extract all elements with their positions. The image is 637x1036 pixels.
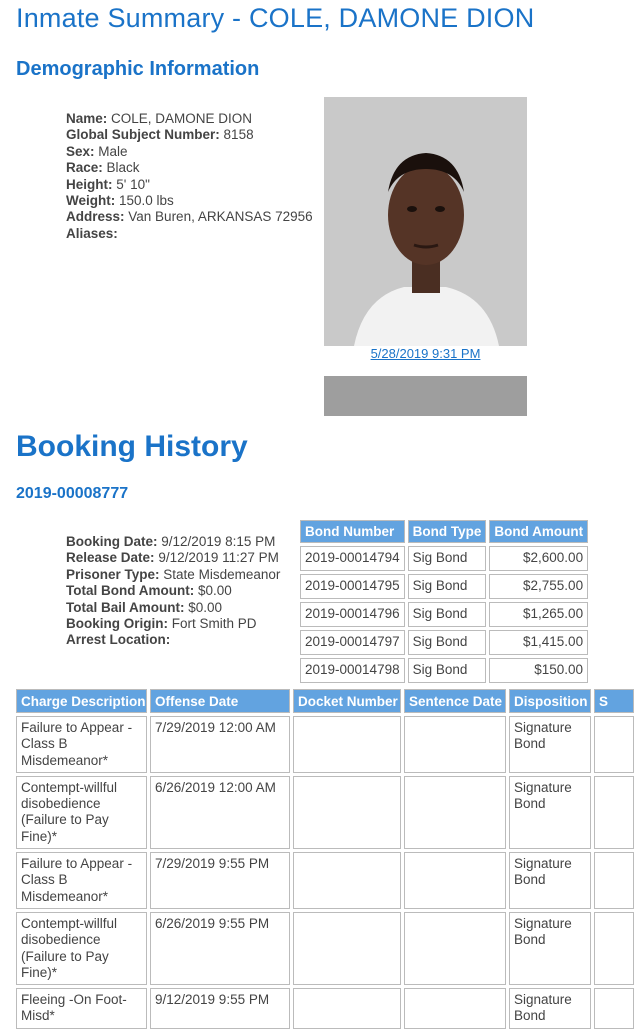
bond-number: 2019-00014796 bbox=[300, 602, 405, 627]
field-sex: Sex: Male bbox=[66, 143, 128, 159]
demographic-heading: Demographic Information bbox=[16, 58, 260, 80]
field-booking-origin: Booking Origin: Fort Smith PD bbox=[66, 616, 257, 632]
field-name: Name: COLE, DAMONE DION bbox=[66, 111, 253, 126]
bond-type: Sig Bond bbox=[408, 574, 487, 599]
field-total-bail-amount: Total Bail Amount: $0.00 bbox=[66, 599, 223, 615]
table-row bbox=[300, 630, 588, 655]
offense-date: 7/29/2019 9:55 PM bbox=[150, 852, 290, 909]
sentence-date bbox=[404, 776, 506, 849]
page-title: Inmate Summary - COLE, DAMONE DION bbox=[16, 3, 535, 33]
offense-date: 6/26/2019 12:00 AM bbox=[150, 776, 290, 849]
field-prisoner-type: Prisoner Type: State Misdemeanor bbox=[66, 566, 281, 582]
bond-type: Sig Bond bbox=[408, 630, 487, 655]
col-bond-number: Bond Number bbox=[300, 520, 405, 543]
bond-header-row bbox=[300, 520, 588, 543]
booking-info bbox=[66, 534, 280, 649]
bond-type: Sig Bond bbox=[408, 658, 487, 683]
table-row bbox=[300, 574, 588, 599]
secondary-photo[interactable] bbox=[324, 376, 527, 416]
bond-amount: $1,415.00 bbox=[489, 630, 588, 655]
bond-amount: $1,265.00 bbox=[489, 602, 588, 627]
charge-description: Contempt-willful disobedience (Failure to Pay Fine)* bbox=[16, 912, 147, 985]
bond-number: 2019-00014797 bbox=[300, 630, 405, 655]
table-row bbox=[16, 912, 634, 985]
col-charge-description: Charge Description bbox=[16, 689, 147, 713]
col-disposition: Disposition bbox=[509, 689, 591, 713]
col-offense-date: Offense Date bbox=[150, 689, 290, 713]
bond-number: 2019-00014798 bbox=[300, 658, 405, 683]
col-bond-amount: Bond Amount bbox=[489, 520, 588, 543]
bond-number: 2019-00014795 bbox=[300, 574, 405, 599]
bond-amount: $2,600.00 bbox=[489, 546, 588, 571]
bond-amount: $150.00 bbox=[489, 658, 588, 683]
bond-number: 2019-00014794 bbox=[300, 546, 405, 571]
disposition: Signature Bond bbox=[509, 988, 591, 1029]
charges-header-row bbox=[16, 689, 634, 713]
table-row bbox=[16, 776, 634, 849]
disposition: Signature Bond bbox=[509, 716, 591, 773]
charge-description: Fleeing -On Foot-Misd* bbox=[16, 988, 147, 1029]
docket-number bbox=[293, 852, 401, 909]
charges-table bbox=[13, 686, 637, 1032]
bond-table bbox=[297, 517, 591, 686]
field-arrest-location: Arrest Location: bbox=[66, 632, 171, 648]
sentence bbox=[594, 988, 634, 1029]
sentence-date bbox=[404, 852, 506, 909]
table-row bbox=[16, 988, 634, 1029]
docket-number bbox=[293, 776, 401, 849]
offense-date: 7/29/2019 12:00 AM bbox=[150, 716, 290, 773]
sentence bbox=[594, 912, 634, 985]
col-bond-type: Bond Type bbox=[408, 520, 487, 543]
col-sentence: S bbox=[594, 689, 634, 713]
sentence bbox=[594, 852, 634, 909]
field-aliases: Aliases: bbox=[66, 225, 118, 241]
field-race: Race: Black bbox=[66, 160, 140, 176]
offense-date: 9/12/2019 9:55 PM bbox=[150, 988, 290, 1029]
sentence-date bbox=[404, 912, 506, 985]
disposition: Signature Bond bbox=[509, 852, 591, 909]
docket-number bbox=[293, 912, 401, 985]
docket-number bbox=[293, 716, 401, 773]
bond-amount: $2,755.00 bbox=[489, 574, 588, 599]
bond-type: Sig Bond bbox=[408, 546, 487, 571]
sentence bbox=[594, 776, 634, 849]
field-address: Address: Van Buren, ARKANSAS 72956 bbox=[66, 209, 313, 225]
docket-number bbox=[293, 988, 401, 1029]
field-release-date: Release Date: 9/12/2019 11:27 PM bbox=[66, 550, 279, 566]
disposition: Signature Bond bbox=[509, 776, 591, 849]
table-row bbox=[16, 716, 634, 773]
charge-description: Contempt-willful disobedience (Failure to Pay Fine)* bbox=[16, 776, 147, 849]
table-row bbox=[300, 546, 588, 571]
field-global-subject-number: Global Subject Number: 8158 bbox=[66, 127, 254, 143]
person-silhouette-icon bbox=[324, 97, 527, 346]
charge-description: Failure to Appear - Class B Misdemeanor* bbox=[16, 716, 147, 773]
field-booking-date: Booking Date: 9/12/2019 8:15 PM bbox=[66, 534, 276, 549]
table-row bbox=[300, 602, 588, 627]
col-sentence-date: Sentence Date bbox=[404, 689, 506, 713]
booking-number[interactable]: 2019-00008777 bbox=[16, 485, 129, 502]
table-row bbox=[300, 658, 588, 683]
bond-type: Sig Bond bbox=[408, 602, 487, 627]
sentence-date bbox=[404, 716, 506, 773]
col-docket-number: Docket Number bbox=[293, 689, 401, 713]
charge-description: Failure to Appear - Class B Misdemeanor* bbox=[16, 852, 147, 909]
mugshot-photo[interactable] bbox=[324, 97, 527, 346]
table-row bbox=[16, 852, 634, 909]
sentence-date bbox=[404, 988, 506, 1029]
disposition: Signature Bond bbox=[509, 912, 591, 985]
charges-clip bbox=[13, 686, 609, 1036]
booking-history-heading: Booking History bbox=[16, 430, 248, 463]
field-total-bond-amount: Total Bond Amount: $0.00 bbox=[66, 583, 232, 599]
field-weight: Weight: 150.0 lbs bbox=[66, 193, 174, 209]
offense-date: 6/26/2019 9:55 PM bbox=[150, 912, 290, 985]
field-height: Height: 5' 10" bbox=[66, 176, 150, 192]
photo-date-link[interactable]: 5/28/2019 9:31 PM bbox=[370, 346, 481, 361]
demographic-info bbox=[66, 111, 313, 242]
sentence bbox=[594, 716, 634, 773]
